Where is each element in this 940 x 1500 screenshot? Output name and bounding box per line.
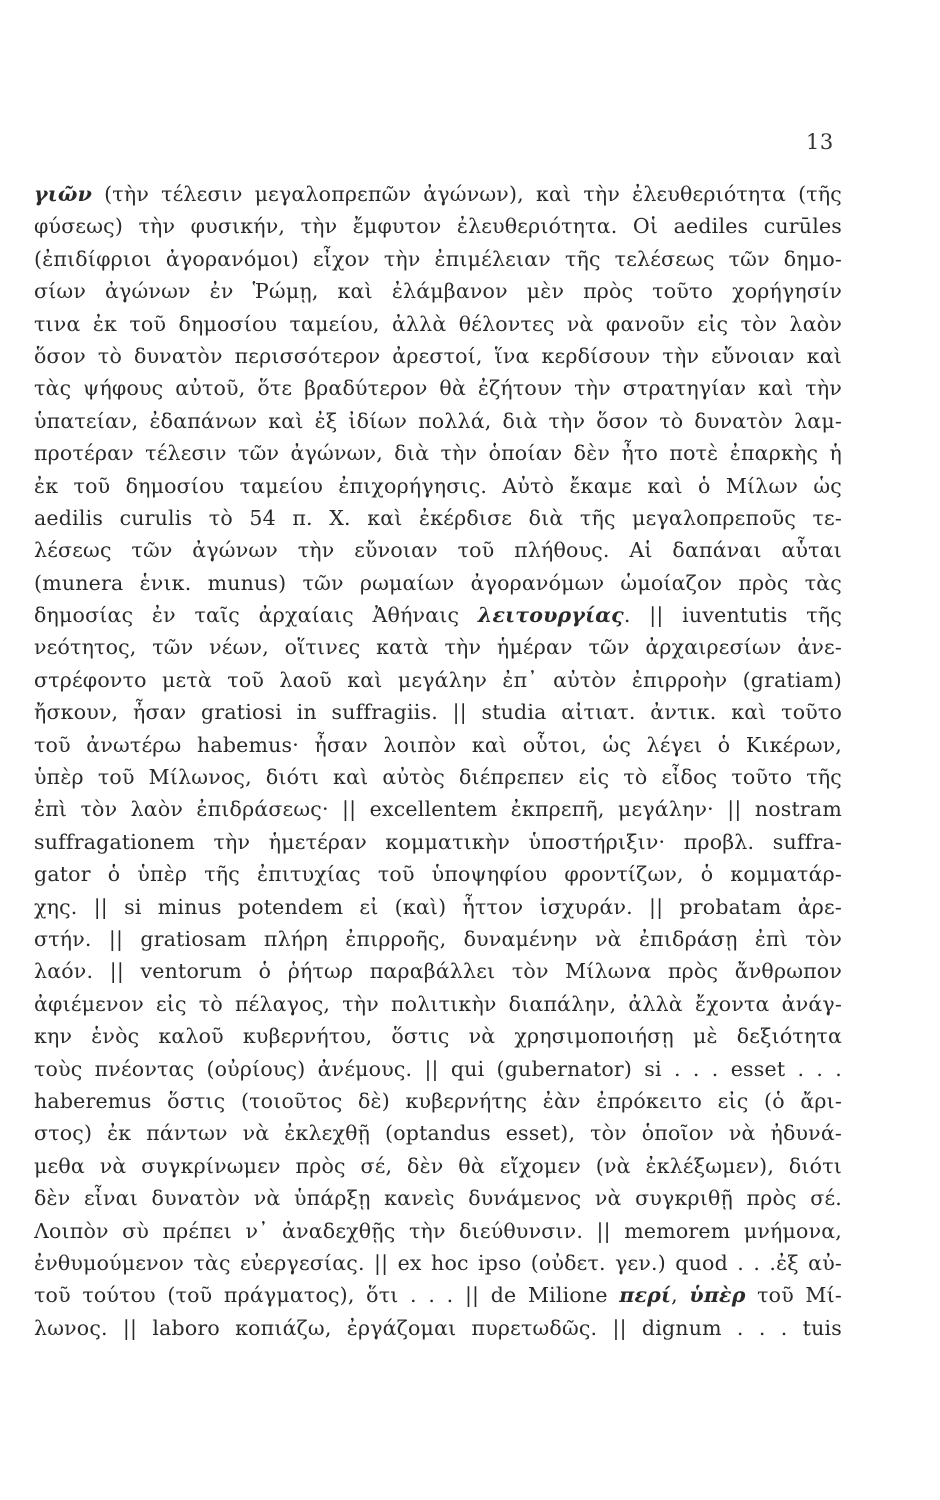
emphasized-term: γιῶν <box>34 182 92 206</box>
text-line <box>34 405 842 437</box>
text-segment: προτέραν τέλεσιν τῶν ἀγώνων, διὰ τὴν ὁποίαν δὲν ἦτο ποτὲ ἐπαρκὴς ἡ <box>34 441 842 466</box>
text-segment: τοῦ Μί- <box>745 1283 842 1308</box>
text-segment: ἐπὶ τὸν λαὸν ἐπιδράσεως· || excellentem ἐκπρεπῆ, μεγάλην· || nostram <box>34 797 842 822</box>
text-segment: τοῦ τούτου (τοῦ πράγματος), ὅτι . . . || de Milione <box>34 1283 620 1308</box>
text-segment: ἀφιέμενον εἰς τὸ πέλαγος, τὴν πολιτικὴν διαπάλην, ἀλλὰ ἔχοντα ἀνάγ- <box>34 991 842 1016</box>
text-segment: ὑπὲρ τοῦ Μίλωνος, διότι καὶ αὐτὸς διέπρεπεν εἰς τὸ εἶδος τοῦτο τῆς <box>34 765 842 790</box>
text-line <box>34 664 842 696</box>
text-line <box>34 502 842 534</box>
text-segment: ἐνθυμούμενον τὰς εὐεργεσίας. || ex hoc ipso (οὐδετ. γεν.) quod . . .ἐξ αὐ- <box>34 1250 842 1275</box>
page-number: 13 <box>806 130 834 154</box>
text-line <box>34 1053 842 1085</box>
text-segment: aedilis curulis τὸ 54 π. Χ. καὶ ἐκέρδισε διὰ τῆς μεγαλοπρεποῦς τε- <box>34 505 842 530</box>
text-segment: μεθα νὰ συγκρίνωμεν πρὸς σέ, δὲν θὰ εἴχομεν (νὰ ἐκλέξωμεν), διότι <box>34 1153 842 1178</box>
text-segment: δὲν εἶναι δυνατὸν νὰ ὑπάρξῃ κανεὶς δυνάμενος νὰ συγκριθῇ πρὸς σέ. <box>34 1186 842 1211</box>
text-line <box>34 437 842 469</box>
text-segment: σίων ἀγώνων ἐν Ῥώμῃ, καὶ ἐλάμβανον μὲν πρὸς τοῦτο χορήγησίν <box>34 279 842 304</box>
text-line <box>34 826 842 858</box>
text-segment: χης. || si minus potendem εἰ (καὶ) ἧττον ἰσχυράν. || probatam ἀρε- <box>34 894 842 919</box>
text-segment: στος) ἐκ πάντων νὰ ἐκλεχθῇ (optandus esset), τὸν ὁποῖον νὰ ἠδυνά- <box>34 1121 842 1146</box>
text-line <box>34 858 842 890</box>
text-segment: νεότητος, τῶν νέων, οἵτινες κατὰ τὴν ἡμέραν τῶν ἀρχαιρεσίων ἀνε- <box>34 635 842 660</box>
text-line <box>34 923 842 955</box>
text-line <box>34 308 842 340</box>
emphasized-term: λειτουργίας <box>477 603 624 628</box>
text-segment: (munera ἑνικ. munus) τῶν ρωμαίων ἀγορανόμων ὡμοίαζον πρὸς τὰς <box>34 570 842 595</box>
text-line <box>34 696 842 728</box>
text-segment: haberemus ὅστις (τοιοῦτος δὲ) κυβερνήτης ἐὰν ἐπρόκειτο εἰς (ὁ ἄρι- <box>34 1088 842 1113</box>
text-segment: (τὴν τέλεσιν μεγαλοπρεπῶν ἀγώνων), καὶ τὴν ἐλευθεριότητα (τῆς <box>92 182 842 206</box>
text-segment: τοὺς πνέοντας (οὐρίους) ἀνέμους. || qui (gubernator) si . . . esset . . . <box>34 1056 842 1081</box>
text-line <box>34 1247 842 1279</box>
text-line <box>34 729 842 761</box>
text-segment: ὑπατείαν, ἐδαπάνων καὶ ἐξ ἰδίων πολλά, διὰ τὴν ὅσον τὸ δυνατὸν λαμ- <box>34 408 842 433</box>
emphasized-term: περί <box>619 1283 672 1308</box>
text-line <box>34 534 842 566</box>
text-line <box>34 470 842 502</box>
text-line <box>34 1279 842 1311</box>
text-segment: κην ἑνὸς καλοῦ κυβερνήτου, ὅστις νὰ χρησιμοποιήσῃ μὲ δεξιότητα <box>34 1024 842 1049</box>
text-segment: δημοσίας ἐν ταῖς ἀρχαίαις Ἀθήναις <box>34 603 478 628</box>
text-line <box>34 955 842 987</box>
text-segment: τοῦ ἀνωτέρω habemus· ἦσαν λοιπὸν καὶ οὗτοι, ὡς λέγει ὁ Κικέρων, <box>34 732 842 757</box>
text-line <box>34 891 842 923</box>
text-line <box>34 631 842 663</box>
text-segment: λέσεως τῶν ἀγώνων τὴν εὔνοιαν τοῦ πλήθους. Αἱ δαπάναι αὗται <box>34 538 842 563</box>
text-segment: στρέφοντο μετὰ τοῦ λαοῦ καὶ μεγάλην ἐπ᾽ αὐτὸν ἐπιρροὴν (gratiam) <box>34 667 842 692</box>
text-line <box>34 1215 842 1247</box>
text-segment: τὰς ψήφους αὐτοῦ, ὅτε βραδύτερον θὰ ἐζήτουν τὴν στρατηγίαν καὶ τὴν <box>34 376 842 401</box>
text-segment: φύσεως) τὴν φυσικήν, τὴν ἔμφυτον ἐλευθεριότητα. Οἱ aediles curūles <box>34 214 842 239</box>
text-line <box>34 567 842 599</box>
text-segment: ἤσκουν, ἦσαν gratiosi in suffragiis. || studia αἰτιατ. ἀντικ. καὶ τοῦτο <box>34 700 842 725</box>
text-line <box>34 1085 842 1117</box>
text-line <box>34 988 842 1020</box>
text-line <box>34 275 842 307</box>
text-segment: ἐκ τοῦ δημοσίου ταμείου ἐπιχορήγησις. Αὐτὸ ἔκαμε καὶ ὁ Μίλων ὡς <box>34 473 842 498</box>
emphasized-term: ὑπὲρ <box>689 1283 746 1308</box>
text-line <box>34 1020 842 1052</box>
text-segment: suffragationem τὴν ἡμετέραν κομματικὴν ὑποστήριξιν· προβλ. suffra- <box>34 829 842 854</box>
text-line <box>34 1312 842 1344</box>
text-line <box>34 599 842 631</box>
text-line <box>34 1117 842 1149</box>
text-line <box>34 1182 842 1214</box>
text-line <box>34 1150 842 1182</box>
text-line <box>34 761 842 793</box>
text-segment: ὅσον τὸ δυνατὸν περισσότερον ἀρεστοί, ἵνα κερδίσουν τὴν εὔνοιαν καὶ <box>34 343 842 368</box>
text-segment: λωνος. || laboro κοπιάζω, ἐργάζομαι πυρετωδῶς. || dignum . . . tuis <box>34 1315 842 1340</box>
text-line <box>34 210 842 242</box>
text-segment: gator ὁ ὑπὲρ τῆς ἐπιτυχίας τοῦ ὑποψηφίου φροντίζων, ὁ κομματάρ- <box>34 862 842 887</box>
text-segment: στήν. || gratiosam πλήρη ἐπιρροῆς, δυναμένην νὰ ἐπιδράσῃ ἐπὶ τὸν <box>34 926 842 951</box>
text-line <box>34 793 842 825</box>
text-line <box>34 340 842 372</box>
text-segment: Λοιπὸν σὺ πρέπει ν᾽ ἀναδεχθῇς τὴν διεύθυνσιν. || memorem μνήμονα, <box>34 1218 842 1243</box>
text-segment: τινα ἐκ τοῦ δημοσίου ταμείου, ἀλλὰ θέλοντες νὰ φανοῦν εἰς τὸν λαὸν <box>34 311 842 336</box>
text-segment: (ἐπιδίφριοι ἀγορανόμοι) εἶχον τὴν ἐπιμέλειαν τῆς τελέσεως τῶν δημο- <box>34 246 842 271</box>
text-segment: . || iuventutis τῆς <box>623 603 842 628</box>
text-segment: , <box>671 1283 690 1308</box>
text-line <box>34 243 842 275</box>
commentary-text <box>34 178 842 1344</box>
text-segment: λαόν. || ventorum ὁ ῥήτωρ παραβάλλει τὸν Μίλωνα πρὸς ἄνθρωπον <box>34 959 842 984</box>
text-line <box>34 178 842 210</box>
text-line <box>34 372 842 404</box>
